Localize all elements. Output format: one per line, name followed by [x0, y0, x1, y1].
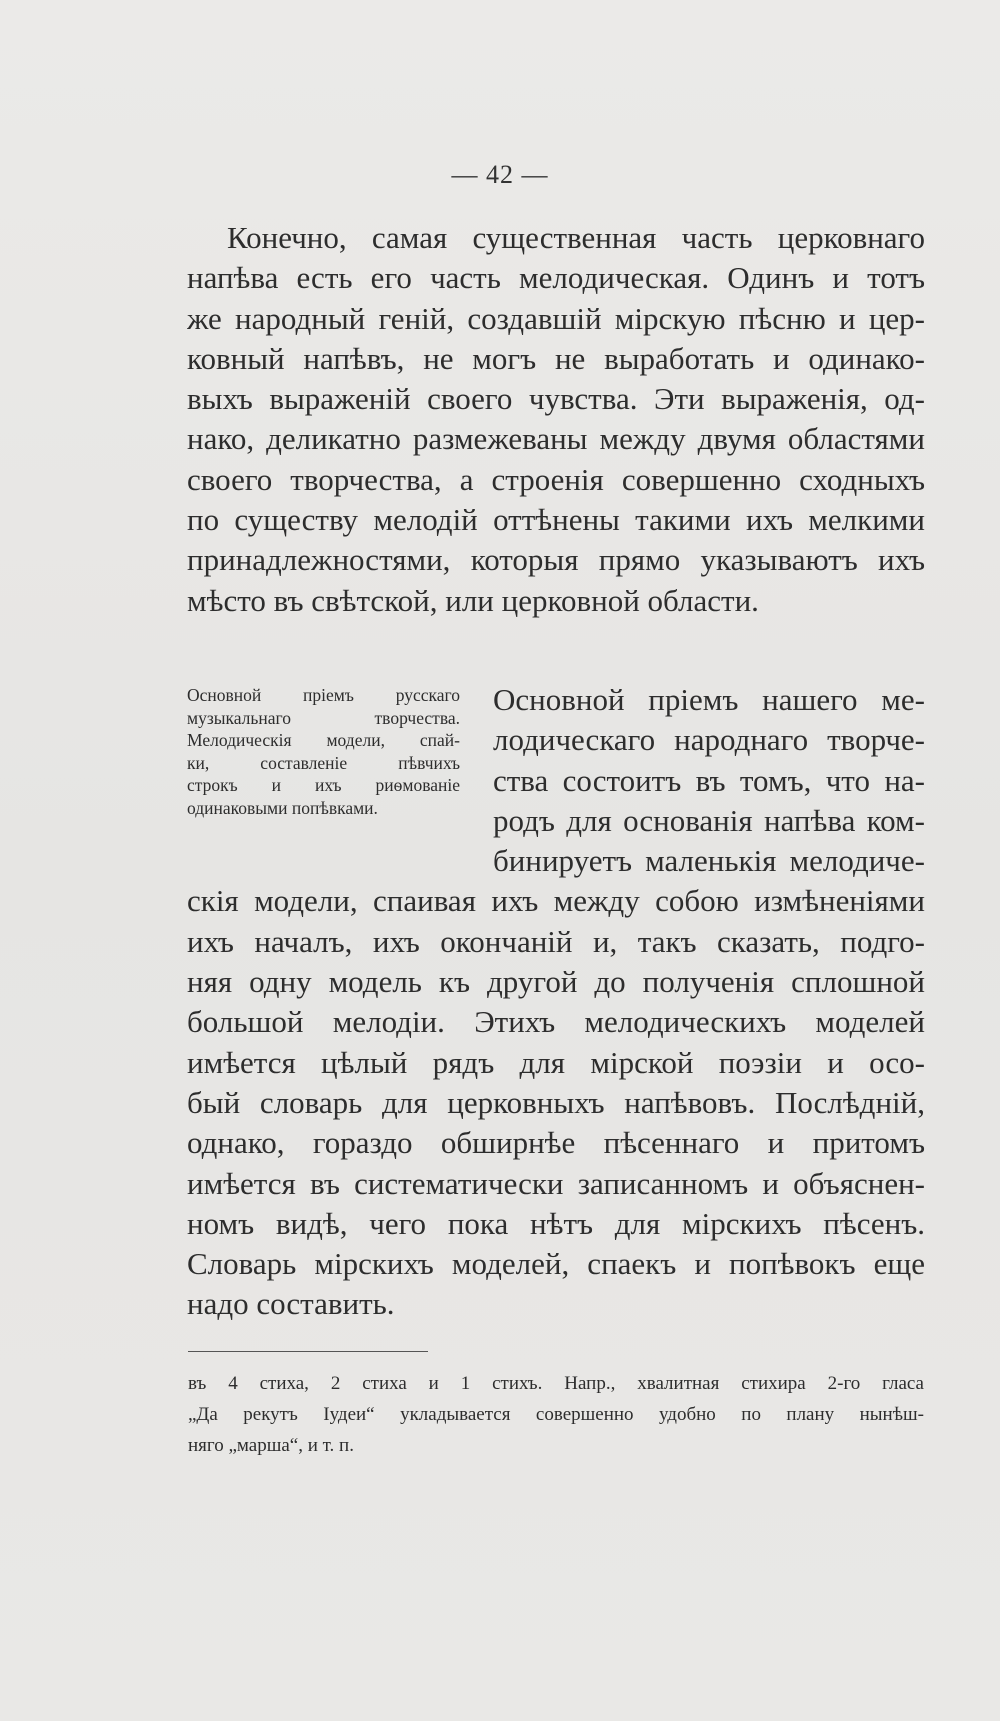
paragraph-line: скія модели, спаивая ихъ между собою измѣненіями	[187, 883, 925, 919]
margin-note-line: музыкальнаго творчества.	[187, 707, 460, 728]
footnote	[188, 1368, 924, 1461]
paragraph-1	[187, 218, 925, 621]
paragraph-line: ковный напѣвъ, не могъ не выработать и одинако-	[187, 340, 925, 376]
page-number: — 42 —	[451, 160, 549, 189]
paragraph-line: выхъ выраженій своего чувства. Эти выраженія, од-	[187, 381, 925, 417]
paragraph-line: надо составить.	[187, 1286, 395, 1322]
paragraph-line: Основной пріемъ нашего ме-	[493, 682, 925, 717]
paragraph-line: лодическаго народнаго творче-	[493, 722, 925, 758]
paragraph-line: имѣется цѣлый рядъ для мірской поэзіи и осо-	[187, 1044, 925, 1080]
paragraph-line: ихъ началъ, ихъ окончаній и, такъ сказать, подго-	[187, 923, 925, 959]
margin-note-line: ки, составленіе пѣвчихъ	[187, 752, 460, 773]
paragraph-line: же народный геній, создавшій мірскую пѣсню и цер-	[187, 300, 925, 336]
paragraph-line: няя одну модель къ другой до полученія сплошной	[187, 964, 925, 1000]
paragraph-line: напѣва есть его часть мелодическая. Одинъ и тотъ	[187, 260, 925, 296]
margin-note-line: Мелодическія модели, спай-	[187, 730, 460, 750]
paragraph-line: принадлежностями, которыя прямо указываютъ ихъ	[187, 542, 925, 578]
paragraph-line: большой мелодіи. Этихъ мелодическихъ моделей	[187, 1004, 925, 1040]
paragraph-line: своего творчества, а строенія совершенно сходныхъ	[187, 461, 925, 497]
paragraph-2	[187, 680, 925, 1325]
paragraph-line: однако, гораздо обширнѣе пѣсеннаго и притомъ	[187, 1125, 925, 1161]
footnote-line: „Да рекутъ Іудеи“ укладывается совершенно удобно по плану нынѣш-	[188, 1404, 924, 1425]
paragraph-line: ства состоитъ въ томъ, что на-	[493, 762, 925, 798]
paragraph-line: бый словарь для церковныхъ напѣвовъ. Послѣдній,	[187, 1084, 925, 1120]
paragraph-line: мѣсто въ свѣтской, или церковной области.	[187, 582, 759, 618]
paragraph-line: Словарь мірскихъ моделей, спаекъ и попѣвокъ еще	[187, 1246, 925, 1282]
margin-note-line: строкъ и ихъ риѳмованіе	[187, 775, 460, 795]
paragraph-line: бинируетъ маленькія мелодиче-	[493, 843, 925, 879]
paragraph-line: Конечно, самая существенная часть церковнаго	[227, 220, 925, 255]
paragraph-line: нако, деликатно размежеваны между двумя областями	[187, 421, 925, 457]
margin-note-line: одинаковыми попѣвками.	[187, 797, 378, 818]
paragraph-line: номъ видѣ, чего пока нѣтъ для мірскихъ пѣсенъ.	[187, 1205, 925, 1241]
margin-note-line: Основной пріемъ русскаго	[187, 685, 460, 705]
footnote-rule	[188, 1351, 428, 1352]
footnote-line: въ 4 стиха, 2 стиха и 1 стихъ. Напр., хвалитная стихира 2-го гласа	[188, 1373, 924, 1394]
paragraph-line: по существу мелодій оттѣнены такими ихъ мелкими	[187, 502, 925, 538]
footnote-line: няго „марша“, и т. п.	[188, 1435, 354, 1456]
paragraph-line: родъ для основанія напѣва ком-	[493, 802, 925, 838]
paragraph-line: имѣется въ систематически записанномъ и объяснен-	[187, 1165, 925, 1201]
